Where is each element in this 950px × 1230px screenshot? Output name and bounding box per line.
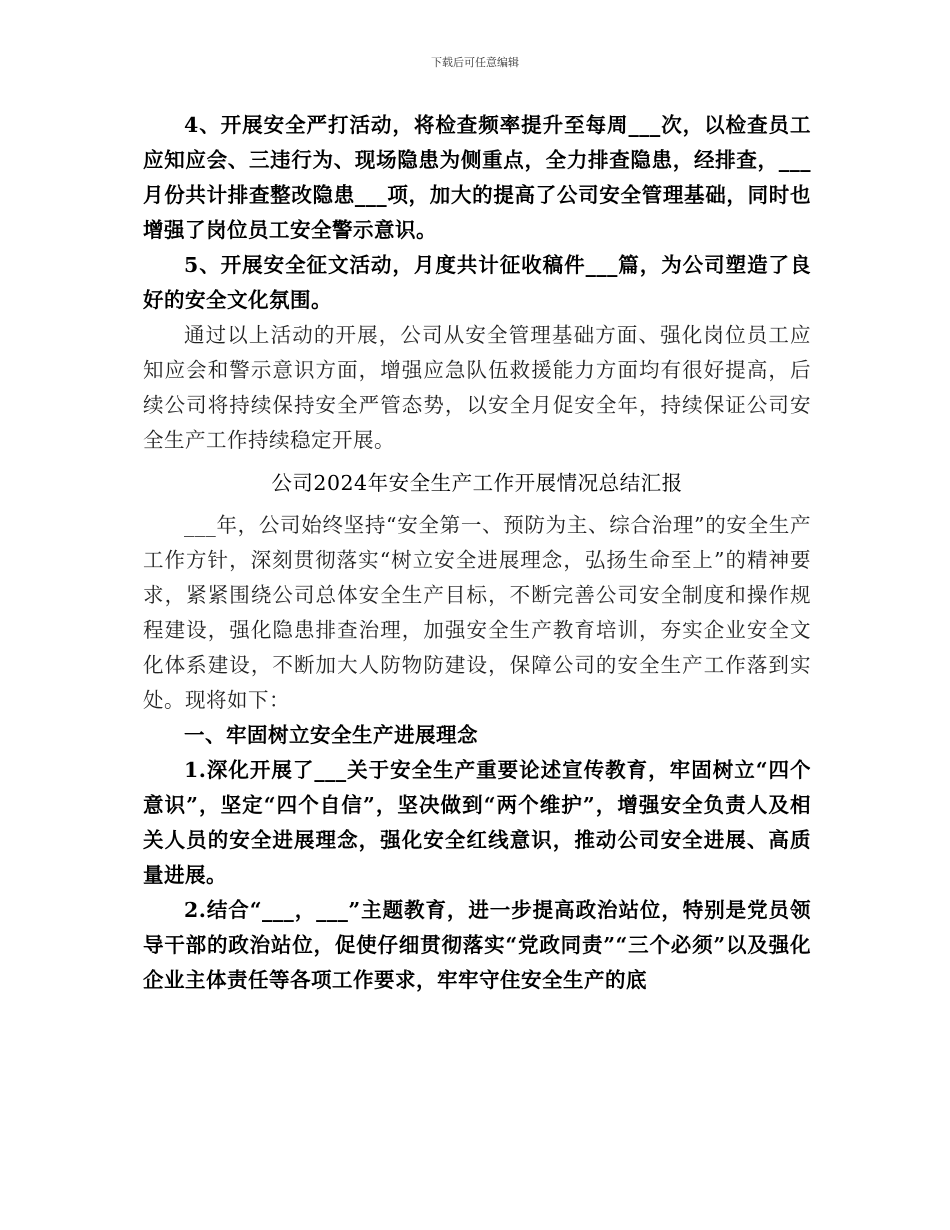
paragraph-activity-5: 5、开展安全征文活动，月度共计征收稿件___篇，为公司塑造了良好的安全文化氛围。	[143, 253, 811, 312]
section-heading-1: 一、牢固树立安全生产进展理念	[184, 723, 478, 747]
document-title: 公司2024年安全生产工作开展情况总结汇报	[271, 471, 683, 495]
header-note: 下载后可任意编辑	[431, 56, 519, 69]
document-body	[143, 108, 811, 998]
paragraph-summary: 通过以上活动的开展，公司从安全管理基础方面、强化岗位员工应知应会和警示意识方面，增强应急队伍救援能力方面均有很好提高，后续公司将持续保持安全严管态势，以安全月促安全年，持续保证公司安全生产工作持续稳定开展。	[143, 323, 811, 452]
paragraph-item-2: 2.结合“___，___”主题教育，进一步提高政治站位，特别是党员领导干部的政治站位，促使仔细贯彻落实“党政同责”“三个必须”以及强化企业主体责任等各项工作要求，牢牢守住安全生产的底	[143, 898, 811, 992]
paragraph-activity-4: 4、开展安全严打活动，将检查频率提升至每周___次，以检查员工应知应会、三违行为、现场隐患为侧重点，全力排查隐患，经排查，___月份共计排查整改隐患___项，加大的提高了公司安全管理基础，同时也增强了岗位员工安全警示意识。	[143, 113, 811, 242]
paragraph-intro: ___年，公司始终坚持“安全第一、预防为主、综合治理”的安全生产工作方针，深刻贯彻落实“树立安全进展理念，弘扬生命至上”的精神要求，紧紧围绕公司总体安全生产目标，不断完善公司安全制度和操作规程建设，强化隐患排查治理，加强安全生产教育培训，夯实企业安全文化体系建设，不断加大人防物防建设，保障公司的安全生产工作落到实处。现将如下：	[143, 513, 811, 712]
paragraph-item-1: 1.深化开展了___关于安全生产重要论述宣传教育，牢固树立“四个意识”，坚定“四个自信”，坚决做到“两个维护”，增强安全负责人及相关人员的安全进展理念，强化安全红线意识，推动公司安全进展、高质量进展。	[143, 758, 811, 887]
